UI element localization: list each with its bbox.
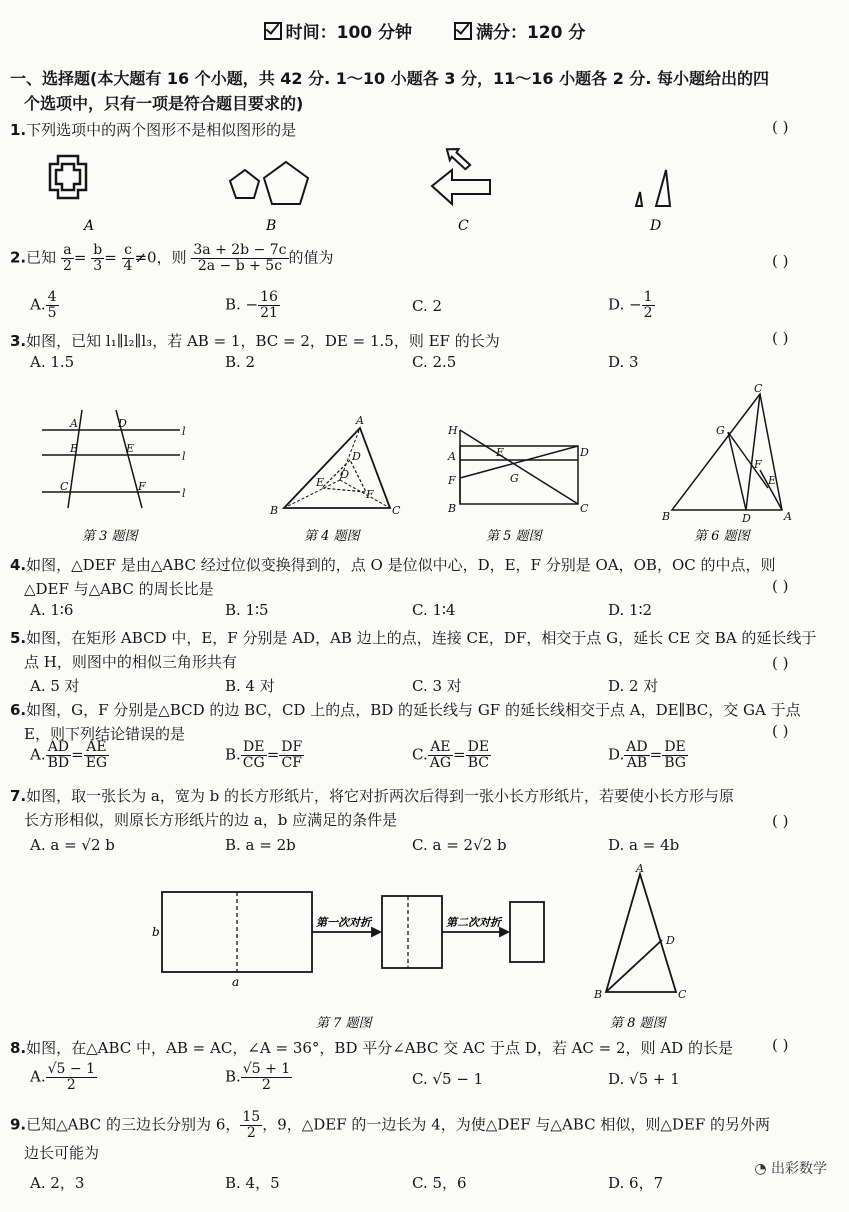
q8-option-d: D. √5 + 1 <box>608 1070 680 1088</box>
q9-option-c: C. 5，6 <box>412 1174 467 1192</box>
figure-4-labels <box>269 414 401 517</box>
svg-text:A: A <box>448 450 456 463</box>
question-8: 8.如图，在△ABC 中，AB = AC，∠A = 36°，BD 平分∠ABC 交 AC 于点 D，若 AC = 2，则 AD 的长是 <box>10 1039 733 1057</box>
svg-text:E: E <box>496 446 505 459</box>
side-a-label: a <box>232 975 240 989</box>
q4-option-c: C. 1∶4 <box>412 601 456 619</box>
svg-text:B: B <box>70 442 79 455</box>
question-7: 7.如图，取一张长为 a，宽为 b 的长方形纸片，将它对折两次后得到一张小长方形纸片，若要使小长方形与原 长方形相似，则原长方形纸片的边 a，b 应满足的条件是 <box>10 787 734 829</box>
fold-2-label: 第二次对折 <box>446 916 501 929</box>
label-a: A <box>84 218 95 234</box>
wechat-icon: ◔ <box>754 1161 767 1177</box>
score-info: 满分：120 分 <box>454 23 585 43</box>
svg-text:D: D <box>666 934 675 947</box>
q3-option-b: B. 2 <box>225 353 256 371</box>
svg-text:O: O <box>340 468 350 481</box>
svg-text:A: A <box>70 417 78 430</box>
svg-text:B: B <box>270 504 279 517</box>
svg-text:C: C <box>392 504 401 517</box>
q5-option-d: D. 2 对 <box>608 677 659 695</box>
figure-5-rectangle <box>460 430 578 504</box>
svg-text:D: D <box>742 512 751 525</box>
answer-bracket: ( ) <box>772 722 789 740</box>
caption-6: 第 6 题图 <box>694 529 750 544</box>
q5-option-a: A. 5 对 <box>30 677 80 695</box>
svg-text:l: l <box>182 425 186 438</box>
q4-option-d: D. 1∶2 <box>608 601 653 619</box>
question-1: 1.下列选项中的两个图形不是相似图形的是 <box>10 121 297 139</box>
figure-3-parallel-lines <box>42 410 180 508</box>
q6-option-c: C. $\frac{AE}{AG}$ = $\frac{DE}{BC}$ <box>412 739 490 771</box>
answer-bracket: ( ) <box>772 1036 789 1054</box>
caption-4: 第 4 题图 <box>304 529 360 544</box>
checkbox-icon <box>264 22 282 40</box>
q5-option-c: C. 3 对 <box>412 677 462 695</box>
side-b-label: b <box>152 925 160 939</box>
q8-option-b: B. $\frac{√5 + 1}{2}$ <box>225 1061 291 1093</box>
question-6: 6.如图，G，F 分别是△BCD 的边 BC，CD 上的点，BD 的延长线与 GF 的延长线相交于点 A，DE∥BC，交 GA 于点 E，则下列结论错误的是 <box>10 701 801 743</box>
answer-bracket: ( ) <box>772 812 789 830</box>
q7-option-c: C. a = 2√2 b <box>412 836 507 854</box>
q2-option-a: A. $\frac{4}{5}$ <box>30 289 57 321</box>
svg-text:F: F <box>754 458 762 471</box>
svg-text:D: D <box>352 450 361 463</box>
q4-option-a: A. 1∶6 <box>30 601 74 619</box>
figure-5-labels <box>447 424 589 515</box>
q9-option-d: D. 6，7 <box>608 1174 664 1192</box>
exam-header <box>0 18 849 43</box>
svg-text:C: C <box>580 502 589 515</box>
caption-7: 第 7 题图 <box>316 1016 372 1031</box>
svg-text:F: F <box>448 474 456 487</box>
q7-option-b: B. a = 2b <box>225 836 296 854</box>
checkbox-icon <box>454 22 472 40</box>
figures-row-3-6 <box>20 380 830 550</box>
q3-option-d: D. 3 <box>608 353 639 371</box>
q6-option-a: A. $\frac{AD}{BD}$ = $\frac{AE}{EG}$ <box>30 739 108 771</box>
question-5: 5.如图，在矩形 ABCD 中，E，F 分别是 AD，AB 边上的点，连接 CE，DF，相交于点 G，延长 CE 交 BA 的延长线于 点 H，则图中的相似三角形共有 <box>10 629 817 671</box>
q8-option-a: A. $\frac{√5 - 1}{2}$ <box>30 1061 95 1093</box>
q9-option-b: B. 4，5 <box>225 1174 280 1192</box>
answer-bracket: ( ) <box>772 252 789 270</box>
svg-text:C: C <box>60 480 69 493</box>
question-9: 9.已知△ABC 的三边长分别为 6， $\frac{15}{2}$ ，9，△DEF 的一边长为 4，为使△DEF 与△ABC 相似，则△DEF 的另外两 边长可能为 <box>10 1109 771 1162</box>
section-title: 一、选择题(本大题有 16 个小题，共 42 分. 1～10 小题各 3 分，11～16 小题各 2 分. 每小题给出的四 个选项中，只有一项是符合题目要求的) <box>10 69 770 113</box>
figure-c-arrows <box>432 148 490 204</box>
figure-d-triangles <box>636 170 670 206</box>
figure-a-cross-shapes <box>50 156 86 198</box>
svg-text:A: A <box>636 862 644 875</box>
question-4: 4.如图，△DEF 是由△ABC 经过位似变换得到的，点 O 是位似中心，D，E，F 分别是 OA，OB，OC 的中点，则 △DEF 与△ABC 的周长比是 <box>10 556 776 598</box>
q6-option-d: D. $\frac{AD}{AB}$ = $\frac{DE}{BG}$ <box>608 739 686 771</box>
svg-text:D: D <box>118 417 127 430</box>
figures-row-7-8 <box>140 862 710 1037</box>
label-d: D <box>650 218 662 234</box>
figure-6-triangle <box>672 394 782 510</box>
svg-text:H: H <box>448 424 458 437</box>
q6-option-b: B. $\frac{DE}{CG}$ = $\frac{DF}{CF}$ <box>225 739 303 771</box>
caption-3: 第 3 题图 <box>82 529 138 544</box>
q1-figures <box>40 148 720 238</box>
label-b: B <box>266 218 277 234</box>
figure-b-pentagons <box>230 162 308 204</box>
q3-option-c: C. 2.5 <box>412 353 457 371</box>
answer-bracket: ( ) <box>772 118 789 136</box>
svg-text:A: A <box>784 510 792 523</box>
svg-text:F: F <box>138 480 146 493</box>
question-2: 2.已知 $\frac{a}{2}$ = $\frac{b}{3}$ = $\frac{c}{4}$ ≠0，则 $\frac{3a + 2b - 7c}{2a - b + 5c}$ 的值为 <box>10 242 334 274</box>
svg-text:l: l <box>182 450 186 463</box>
q9-option-a: A. 2，3 <box>30 1174 85 1192</box>
svg-text:C: C <box>678 988 687 1001</box>
svg-text:B: B <box>594 988 603 1001</box>
fold-1-label: 第一次对折 <box>316 916 371 929</box>
svg-text:D: D <box>580 446 589 459</box>
figure-7-paper-folding <box>162 892 544 972</box>
svg-text:E: E <box>316 476 325 489</box>
svg-text:C: C <box>754 382 763 395</box>
q3-option-a: A. 1.5 <box>30 353 75 371</box>
q2-option-b: B. − $\frac{16}{21}$ <box>225 289 278 321</box>
svg-text:A: A <box>356 414 364 427</box>
question-3: 3.如图，已知 l₁∥l₂∥l₃，若 AB = 1，BC = 2，DE = 1.5，则 EF 的长为 <box>10 332 500 350</box>
svg-text:G: G <box>716 424 725 437</box>
label-c: C <box>458 218 469 234</box>
q7-option-a: A. a = √2 b <box>30 836 115 854</box>
svg-text:E: E <box>126 442 135 455</box>
caption-5: 第 5 题图 <box>486 529 542 544</box>
svg-text:G: G <box>510 472 519 485</box>
q8-option-c: C. √5 − 1 <box>412 1070 484 1088</box>
svg-text:l: l <box>182 487 186 500</box>
figure-4-homothety-triangles <box>284 428 390 508</box>
q5-option-b: B. 4 对 <box>225 677 275 695</box>
svg-text:E: E <box>768 474 777 487</box>
figure-6-labels <box>661 382 792 525</box>
answer-bracket: ( ) <box>772 577 789 595</box>
figure-8-isosceles-triangle <box>606 874 676 992</box>
q2-option-d: D. − $\frac{1}{2}$ <box>608 289 653 321</box>
q7-option-d: D. a = 4b <box>608 836 680 854</box>
svg-text:B: B <box>448 502 457 515</box>
time-info: 时间：100 分钟 <box>264 23 412 43</box>
watermark: ◔ 出彩数学 <box>754 1161 827 1177</box>
answer-bracket: ( ) <box>772 329 789 347</box>
svg-text:B: B <box>662 510 671 523</box>
svg-text:F: F <box>366 488 374 501</box>
q4-option-b: B. 1∶5 <box>225 601 269 619</box>
answer-bracket: ( ) <box>772 654 789 672</box>
q2-option-c: C. 2 <box>412 297 443 315</box>
caption-8: 第 8 题图 <box>610 1016 666 1031</box>
